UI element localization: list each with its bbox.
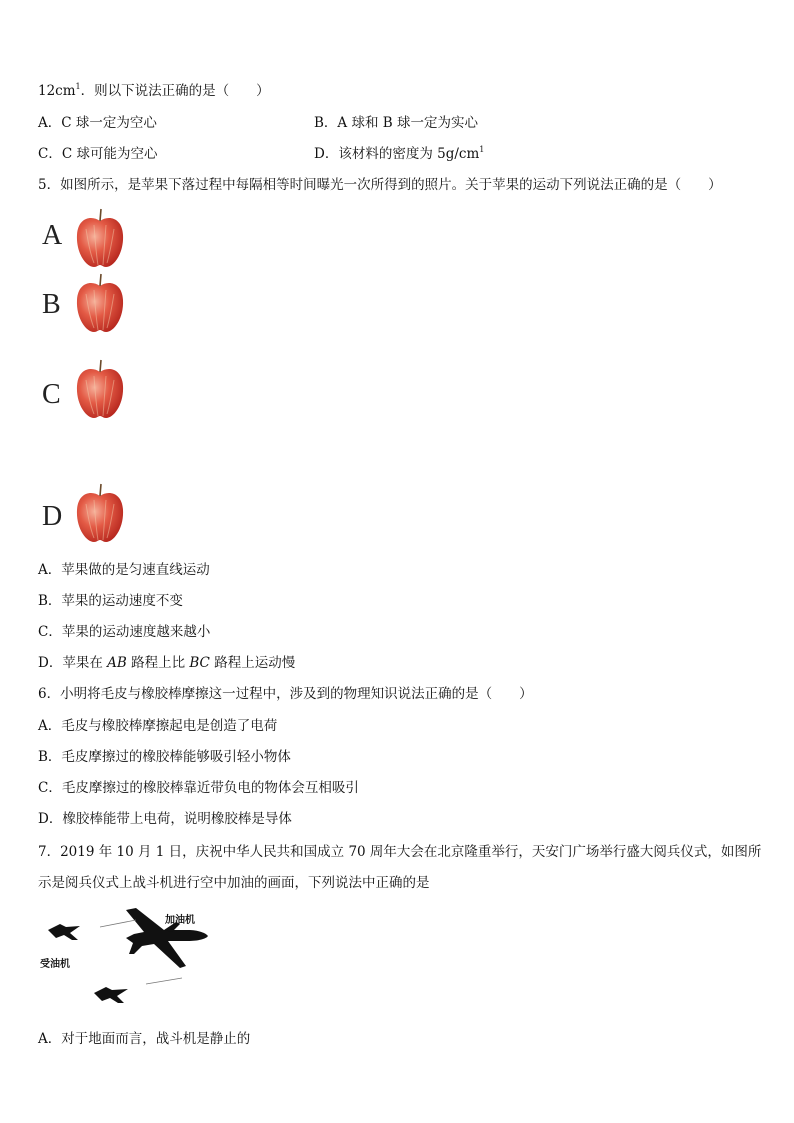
receiver-label: 受油机 bbox=[40, 959, 70, 970]
refuel-hose-lower bbox=[146, 978, 182, 984]
q7-stem-line1: 7．2019 年 10 月 1 日，庆祝中华人民共和国成立 70 周年大会在北京隆重举行，天安门广场举行盛大阅兵仪式，如图所 bbox=[38, 844, 762, 860]
tanker-label: 加油机 bbox=[165, 915, 195, 926]
q5-option-b: B．苹果的运动速度不变 bbox=[38, 593, 183, 609]
q6-option-d: D．橡胶棒能带上电荷，说明橡胶棒是导体 bbox=[38, 811, 292, 827]
apple-image bbox=[74, 272, 126, 334]
apple-label-a: A bbox=[42, 220, 63, 251]
q6-stem: 6．小明将毛皮与橡胶棒摩擦这一过程中，涉及到的物理知识说法正确的是（ ） bbox=[38, 686, 533, 702]
apple-image bbox=[74, 482, 126, 544]
apple-image bbox=[74, 358, 126, 420]
q6-option-c: C．毛皮摩擦过的橡胶棒靠近带负电的物体会互相吸引 bbox=[38, 780, 359, 796]
q7-stem-line2: 示是阅兵仪式上战斗机进行空中加油的画面，下列说法中正确的是 bbox=[38, 875, 430, 891]
q7-option-a: A．对于地面而言，战斗机是静止的 bbox=[38, 1031, 251, 1047]
apple-label-b: B bbox=[42, 289, 61, 320]
refuel-hose-upper bbox=[100, 920, 136, 927]
q5-option-a: A．苹果做的是匀速直线运动 bbox=[38, 562, 210, 578]
q4-option-c: C．C 球可能为空心 bbox=[38, 146, 158, 162]
q5-stem: 5．如图所示，是苹果下落过程中每隔相等时间曝光一次所得到的照片。关于苹果的运动下列说法正确的是（ ） bbox=[38, 177, 722, 193]
q4-option-d: D．该材料的密度为 $5g/cm^1$ bbox=[314, 145, 485, 162]
q6-option-b: B．毛皮摩擦过的橡胶棒能够吸引轻小物体 bbox=[38, 749, 291, 765]
fighter-jet-icon bbox=[48, 924, 80, 940]
q4-option-b: B．A 球和 B 球一定为实心 bbox=[314, 115, 478, 131]
q5-option-d: D．苹果在 AB 路程上比 BC 路程上运动慢 bbox=[38, 655, 296, 671]
q6-option-a: A．毛皮与橡胶棒摩擦起电是创造了电荷 bbox=[38, 718, 278, 734]
fighter-jet-icon bbox=[94, 987, 128, 1003]
apple-label-c: C bbox=[42, 379, 61, 410]
apple-image bbox=[74, 207, 126, 269]
refueling-figure bbox=[38, 900, 218, 1018]
q4-option-a: A．C 球一定为空心 bbox=[38, 115, 157, 131]
apple-label-d: D bbox=[42, 501, 63, 532]
q5-option-c: C．苹果的运动速度越来越小 bbox=[38, 624, 211, 640]
q4-stem: $12cm^1$．则以下说法正确的是（ ） bbox=[38, 82, 270, 99]
